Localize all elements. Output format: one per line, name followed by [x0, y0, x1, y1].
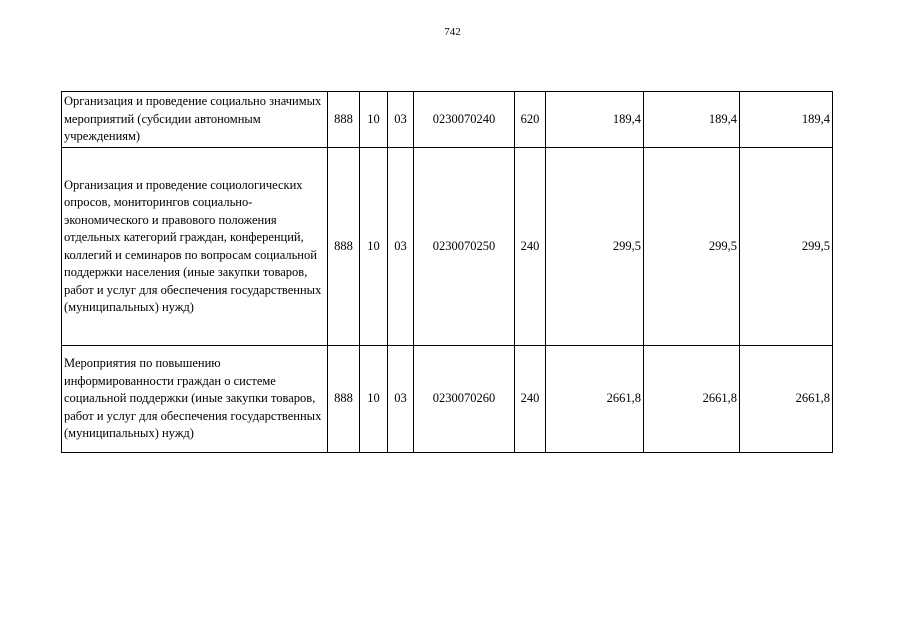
subsection-code: 03 — [388, 346, 414, 453]
amount-1: 299,5 — [546, 148, 644, 346]
target-article-code: 0230070260 — [414, 346, 515, 453]
table-row — [62, 346, 833, 453]
amount-2: 189,4 — [644, 92, 740, 148]
amount-3: 299,5 — [740, 148, 833, 346]
amount-1: 189,4 — [546, 92, 644, 148]
ministry-code: 888 — [328, 346, 360, 453]
section-code: 10 — [360, 148, 388, 346]
row-description: Мероприятия по повышению информированности граждан о системе социальной поддержки (иные закупки товаров, работ и услуг для обеспечения государственных (муниципальных) нужд) — [62, 346, 328, 453]
target-article-code: 0230070250 — [414, 148, 515, 346]
table-row — [62, 92, 833, 148]
expense-type-code: 620 — [515, 92, 546, 148]
subsection-code: 03 — [388, 92, 414, 148]
section-code: 10 — [360, 92, 388, 148]
ministry-code: 888 — [328, 92, 360, 148]
amount-3: 189,4 — [740, 92, 833, 148]
amount-3: 2661,8 — [740, 346, 833, 453]
expense-type-code: 240 — [515, 148, 546, 346]
budget-table — [61, 91, 833, 453]
row-description: Организация и проведение социально значимых мероприятий (субсидии автономным учреждениям) — [62, 92, 328, 148]
page-number: 742 — [444, 26, 461, 38]
row-description: Организация и проведение социологических опросов, мониторингов социально-экономического и правового положения отдельных категорий граждан, конференций, коллегий и семинаров по вопросам социальной поддержки населения (иные закупки товаров, работ и услуг для обеспечения государственных (муниципальных) нужд) — [62, 148, 328, 346]
amount-1: 2661,8 — [546, 346, 644, 453]
ministry-code: 888 — [328, 148, 360, 346]
amount-2: 299,5 — [644, 148, 740, 346]
target-article-code: 0230070240 — [414, 92, 515, 148]
table-row — [62, 148, 833, 346]
expense-type-code: 240 — [515, 346, 546, 453]
amount-2: 2661,8 — [644, 346, 740, 453]
subsection-code: 03 — [388, 148, 414, 346]
section-code: 10 — [360, 346, 388, 453]
